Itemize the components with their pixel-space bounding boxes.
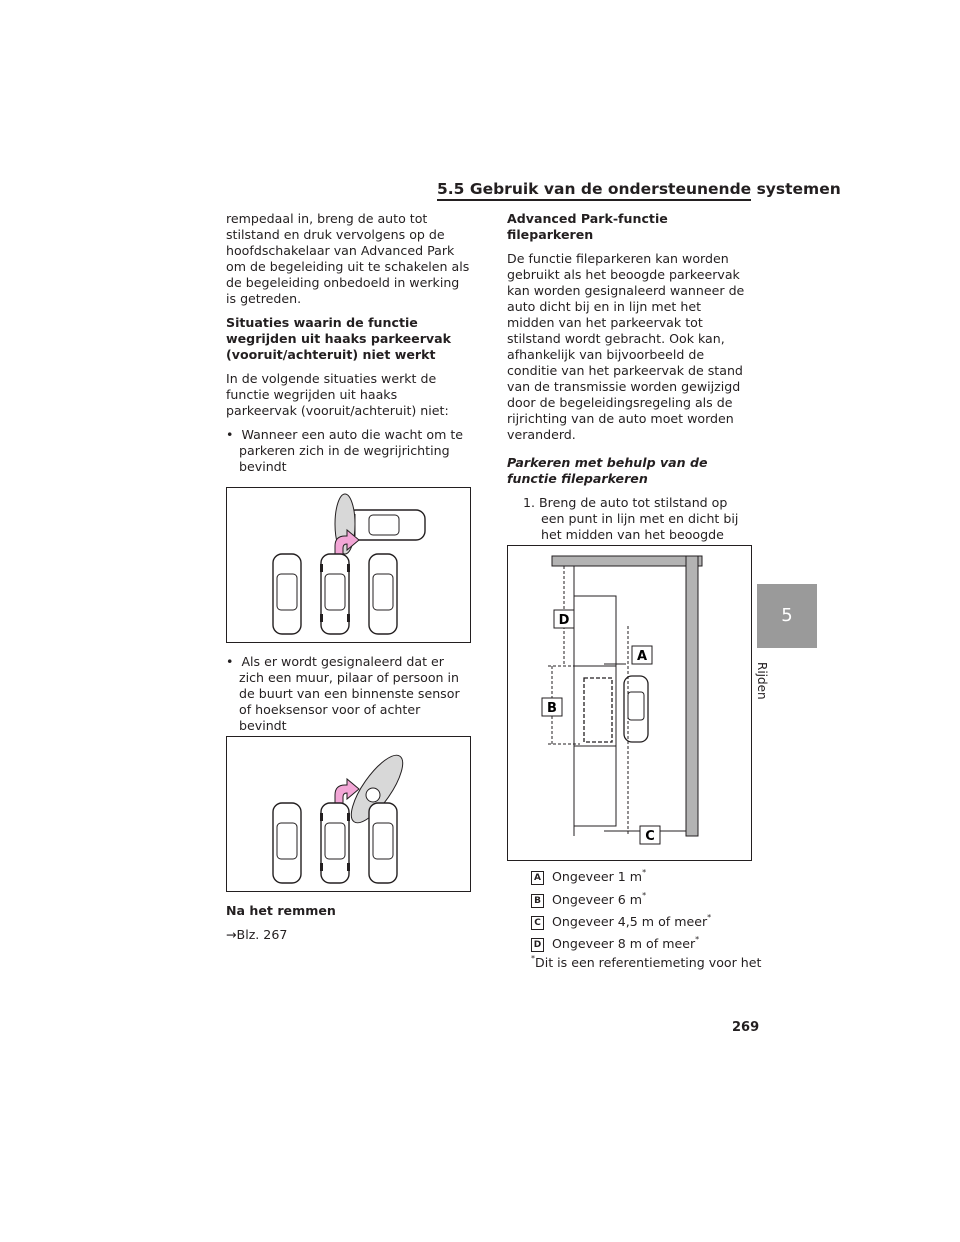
label-a: A [636, 649, 648, 664]
figure-obstacle [226, 736, 471, 892]
footnote-marker: * [531, 954, 535, 963]
car-top-view [347, 510, 425, 540]
legend-text: Ongeveer 6 m [552, 892, 643, 907]
page-reference: →Blz. 267 [226, 927, 288, 942]
situations-paragraph: In de volgende situaties werkt de functie wegrijden uit haaks parkeervak (vooruit/achteruit) niet: [226, 371, 449, 418]
legend-item-a [531, 868, 646, 885]
parking-illustration-1 [227, 488, 470, 642]
bullet-waiting-car: • Wanneer een auto die wacht om te parkeren zich in de wegrijrichting bevindt [226, 427, 464, 474]
step-number: 1. [523, 495, 536, 510]
figure-parking-dimensions [507, 545, 752, 861]
legend-text: Ongeveer 8 m of meer [552, 936, 696, 951]
label-a-box [632, 646, 652, 664]
footnote-marker: * [642, 891, 647, 900]
footnote-marker: * [707, 913, 712, 922]
parallel-parking-paragraph: De functie fileparkeren kan worden gebruikt als het beoogde parkeervak kan worden gesignaleerd wanneer de auto dicht bij en in lijn met het midden van het parkeervak tot stilstand wordt gebracht. Ook kan, afhankelijk van bijvoorbeeld de conditie van het parkeervak de stand van de transmissie worden gewijzigd door de begeleidingsregeling als de rijrichting van de auto moet worden veranderd. [507, 251, 745, 442]
section-heading-braking: Na het remmen [226, 903, 336, 918]
legend-key: A [531, 871, 544, 885]
label-c: C [645, 829, 655, 844]
legend-key: B [531, 894, 544, 908]
car-top-view [369, 803, 397, 883]
figure-waiting-car [226, 487, 471, 643]
legend-item-c [531, 913, 711, 930]
footnote [531, 954, 761, 970]
car-top-view [320, 554, 350, 634]
legend-key: C [531, 916, 544, 930]
section-heading: Situaties waarin de functie wegrijden uit haaks parkeervak (vooruit/achteruit) niet werkt [226, 315, 451, 362]
label-c-box [640, 826, 660, 844]
step-text: Breng de auto tot stilstand op een punt in lijn met en dicht bij het midden van het beoogde [539, 495, 739, 542]
legend-text: Ongeveer 4,5 m of meer [552, 914, 708, 929]
footnote-marker: * [695, 935, 700, 944]
label-b-box [542, 698, 562, 716]
parking-procedure-heading: Parkeren met behulp van de functie fileparkeren [507, 455, 708, 486]
parallel-parking-heading: Advanced Park-functie fileparkeren [507, 211, 668, 242]
parking-dimensions-diagram [508, 546, 751, 860]
label-b: B [547, 701, 557, 716]
car-top-view [273, 803, 301, 883]
legend-item-d [531, 935, 699, 952]
footnote-text: Dit is een referentiemeting voor het [535, 955, 762, 970]
left-column-3 [226, 903, 470, 951]
car-top-view [369, 554, 397, 634]
footnote-marker: * [642, 868, 647, 877]
bullet-obstacle: • Als er wordt gesignaleerd dat er zich een muur, pilaar of persoon in de buurt van een binnenste sensor of hoeksensor voor of achter bevindt [226, 654, 460, 733]
car-top-view [273, 554, 301, 634]
left-column [226, 211, 470, 483]
intro-paragraph: rempedaal in, breng de auto tot stilstand en druk vervolgens op de hoofdschakelaar van Advanced Park om de begeleiding uit te schakelen als de begeleiding onbedoeld in werking is getreden. [226, 211, 470, 306]
car-top-view [320, 803, 350, 883]
bullet-text: Als er wordt gesignaleerd dat er zich een muur, pilaar of persoon in de buurt van een binnenste sensor of hoeksensor voor of achter bevindt [239, 654, 460, 733]
bullet-text: Wanneer een auto die wacht om te parkeren zich in de wegrijrichting bevindt [239, 427, 464, 474]
legend-item-b [531, 891, 646, 908]
header-divider [437, 199, 751, 201]
section-header: 5.5 Gebruik van de ondersteunende systemen [437, 180, 841, 198]
parking-illustration-2 [227, 737, 470, 891]
legend-key: D [531, 938, 544, 952]
left-column-2 [226, 654, 470, 742]
chapter-tab: 5 [757, 584, 817, 648]
label-d: D [558, 613, 570, 628]
label-d-box [554, 610, 574, 628]
legend-text: Ongeveer 1 m [552, 869, 643, 884]
chapter-tab-label: Rijden [755, 662, 769, 700]
page-number: 269 [732, 1020, 760, 1035]
